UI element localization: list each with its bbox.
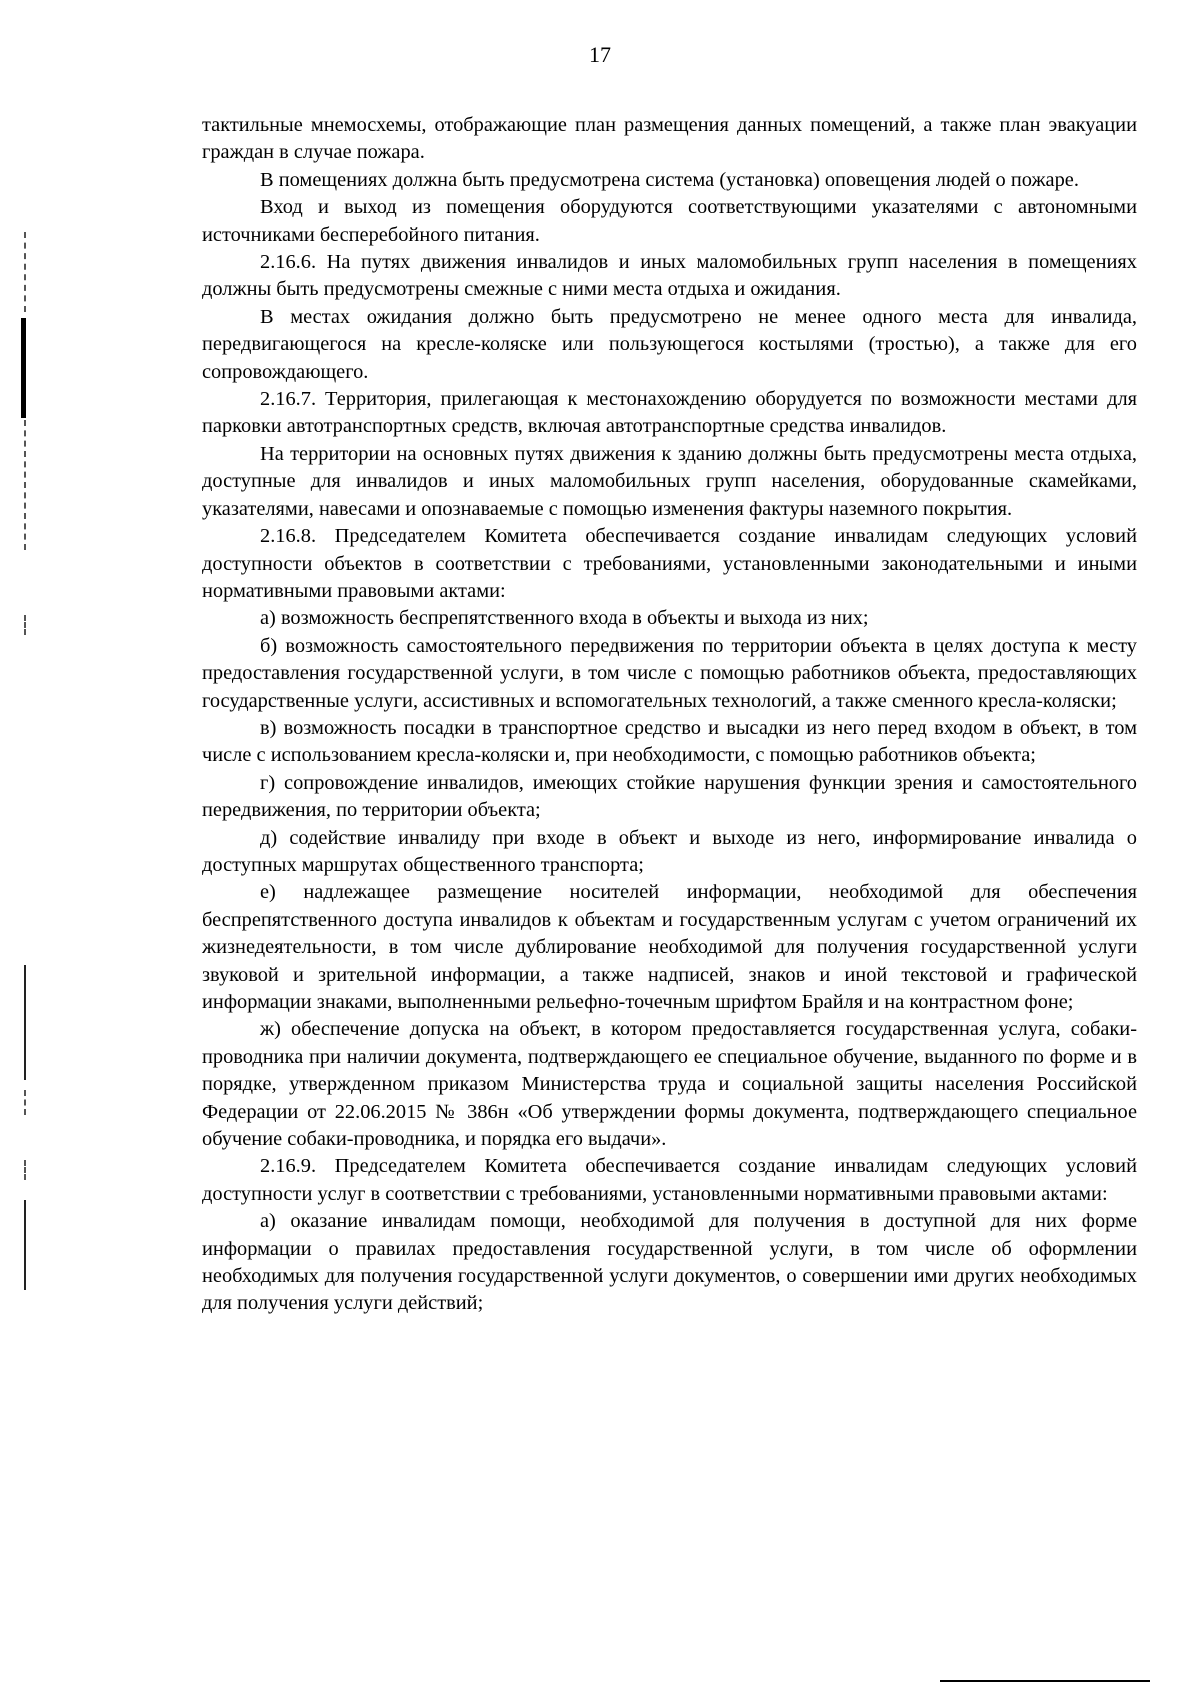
paragraph: 2.16.9. Председателем Комитета обеспечивается создание инвалидам следующих условий доступности услуг в соответствии с требованиями, установленными нормативными правовыми актами: — [202, 1155, 1137, 1205]
list-item: г) сопровождение инвалидов, имеющих стойкие нарушения функции зрения и самостоятельного передвижения, по территории объекта; — [202, 771, 1137, 822]
scan-mark — [24, 1200, 26, 1290]
list-item: д) содействие инвалиду при входе в объект и выходе из него, информирование инвалида о доступных маршрутах общественного транспорта; — [202, 826, 1137, 876]
paragraph: 2.16.7. Территория, прилегающая к местонахождению оборудуется по возможности местами для парковки автотранспортных средств, включая автотранспортные средства инвалидов. — [202, 388, 1137, 438]
scan-mark — [24, 615, 27, 635]
list-item: б) возможность самостоятельного передвижения по территории объекта в целях доступа к месту предоставления государственной услуги, в том числе с помощью работников объекта, предоставляющих государственные услуги, ассистивных и вспомогательных технологий, а также сменного кресла-коляски; — [202, 634, 1137, 712]
paragraph: На территории на основных путях движения к зданию должны быть предусмотрены места отдыха, доступные для инвалидов и иных маломобильных групп населения, оборудованные скамейками, указателями, навесами и опознаваемые с помощью изменения фактуры наземного покрытия. — [202, 442, 1137, 520]
paragraph: В помещениях должна быть предусмотрена система (установка) оповещения людей о пожаре. — [260, 168, 1079, 191]
scan-mark — [24, 1090, 27, 1115]
list-item: е) надлежащее размещение носителей информации, необходимой для обеспечения беспрепятственного доступа инвалидов к объектам и государственным услугам с учетом ограничений их жизнедеятельности, в том числе дублирование необходимой для получения государственной услуги звуковой и зрительной информации, а также надписей, знаков и иной текстовой и графической информации знаками, выполненными рельефно-точечным шрифтом Брайля и на контрастном фоне; — [202, 881, 1137, 1013]
document-body — [202, 112, 1137, 1318]
paragraph: 2.16.6. На путях движения инвалидов и иных маломобильных групп населения в помещениях должны быть предусмотрены смежные с ними места отдыха и ожидания. — [202, 251, 1137, 301]
scan-mark — [24, 1160, 27, 1180]
footnote-divider — [940, 1680, 1150, 1682]
list-item: а) оказание инвалидам помощи, необходимой для получения в доступной для них форме информации о правилах предоставления государственной услуги, в том числе об оформлении необходимых для получения государственной услуги документов, о совершении ими других необходимых для получения услуги действий; — [202, 1210, 1137, 1315]
list-item: в) возможность посадки в транспортное средство и высадки из него перед входом в объект, в том числе с использованием кресла-коляски и, при необходимости, с помощью работников объекта; — [202, 716, 1137, 767]
scan-mark — [24, 965, 26, 1080]
paragraph: тактильные мнемосхемы, отображающие план размещения данных помещений, а также план эвакуации граждан в случае пожара. — [202, 114, 1137, 164]
scan-mark — [21, 318, 26, 418]
paragraph: 2.16.8. Председателем Комитета обеспечивается создание инвалидам следующих условий доступности объектов в соответствии с требованиями, установленными законодательными и иными нормативными правовыми актами: — [202, 525, 1137, 602]
list-item: а) возможность беспрепятственного входа в объекты и выхода из них; — [260, 607, 869, 630]
scan-mark — [24, 420, 27, 550]
scan-mark — [24, 232, 27, 312]
page-number: 17 — [589, 42, 611, 67]
scan-margin-marks — [0, 0, 40, 1687]
list-item: ж) обеспечение допуска на объект, в котором предоставляется государственная услуга, собаки-проводника при наличии документа, подтверждающего ее специальное обучение, выданного по форме и в порядке, утвержденном приказом Министерства труда и социальной защиты населения Российской Федерации от 22.06.2015 № 386н «Об утверждении формы документа, подтверждающего специальное обучение собаки-проводника, и порядка его выдачи». — [202, 1018, 1137, 1151]
paragraph: Вход и выход из помещения оборудуются соответствующими указателями с автономными источниками бесперебойного питания. — [202, 196, 1137, 246]
paragraph: В местах ожидания должно быть предусмотрено не менее одного места для инвалида, передвигающегося на кресле-коляске или пользующегося костылями (тростью), а также для его сопровождающего. — [202, 305, 1137, 383]
